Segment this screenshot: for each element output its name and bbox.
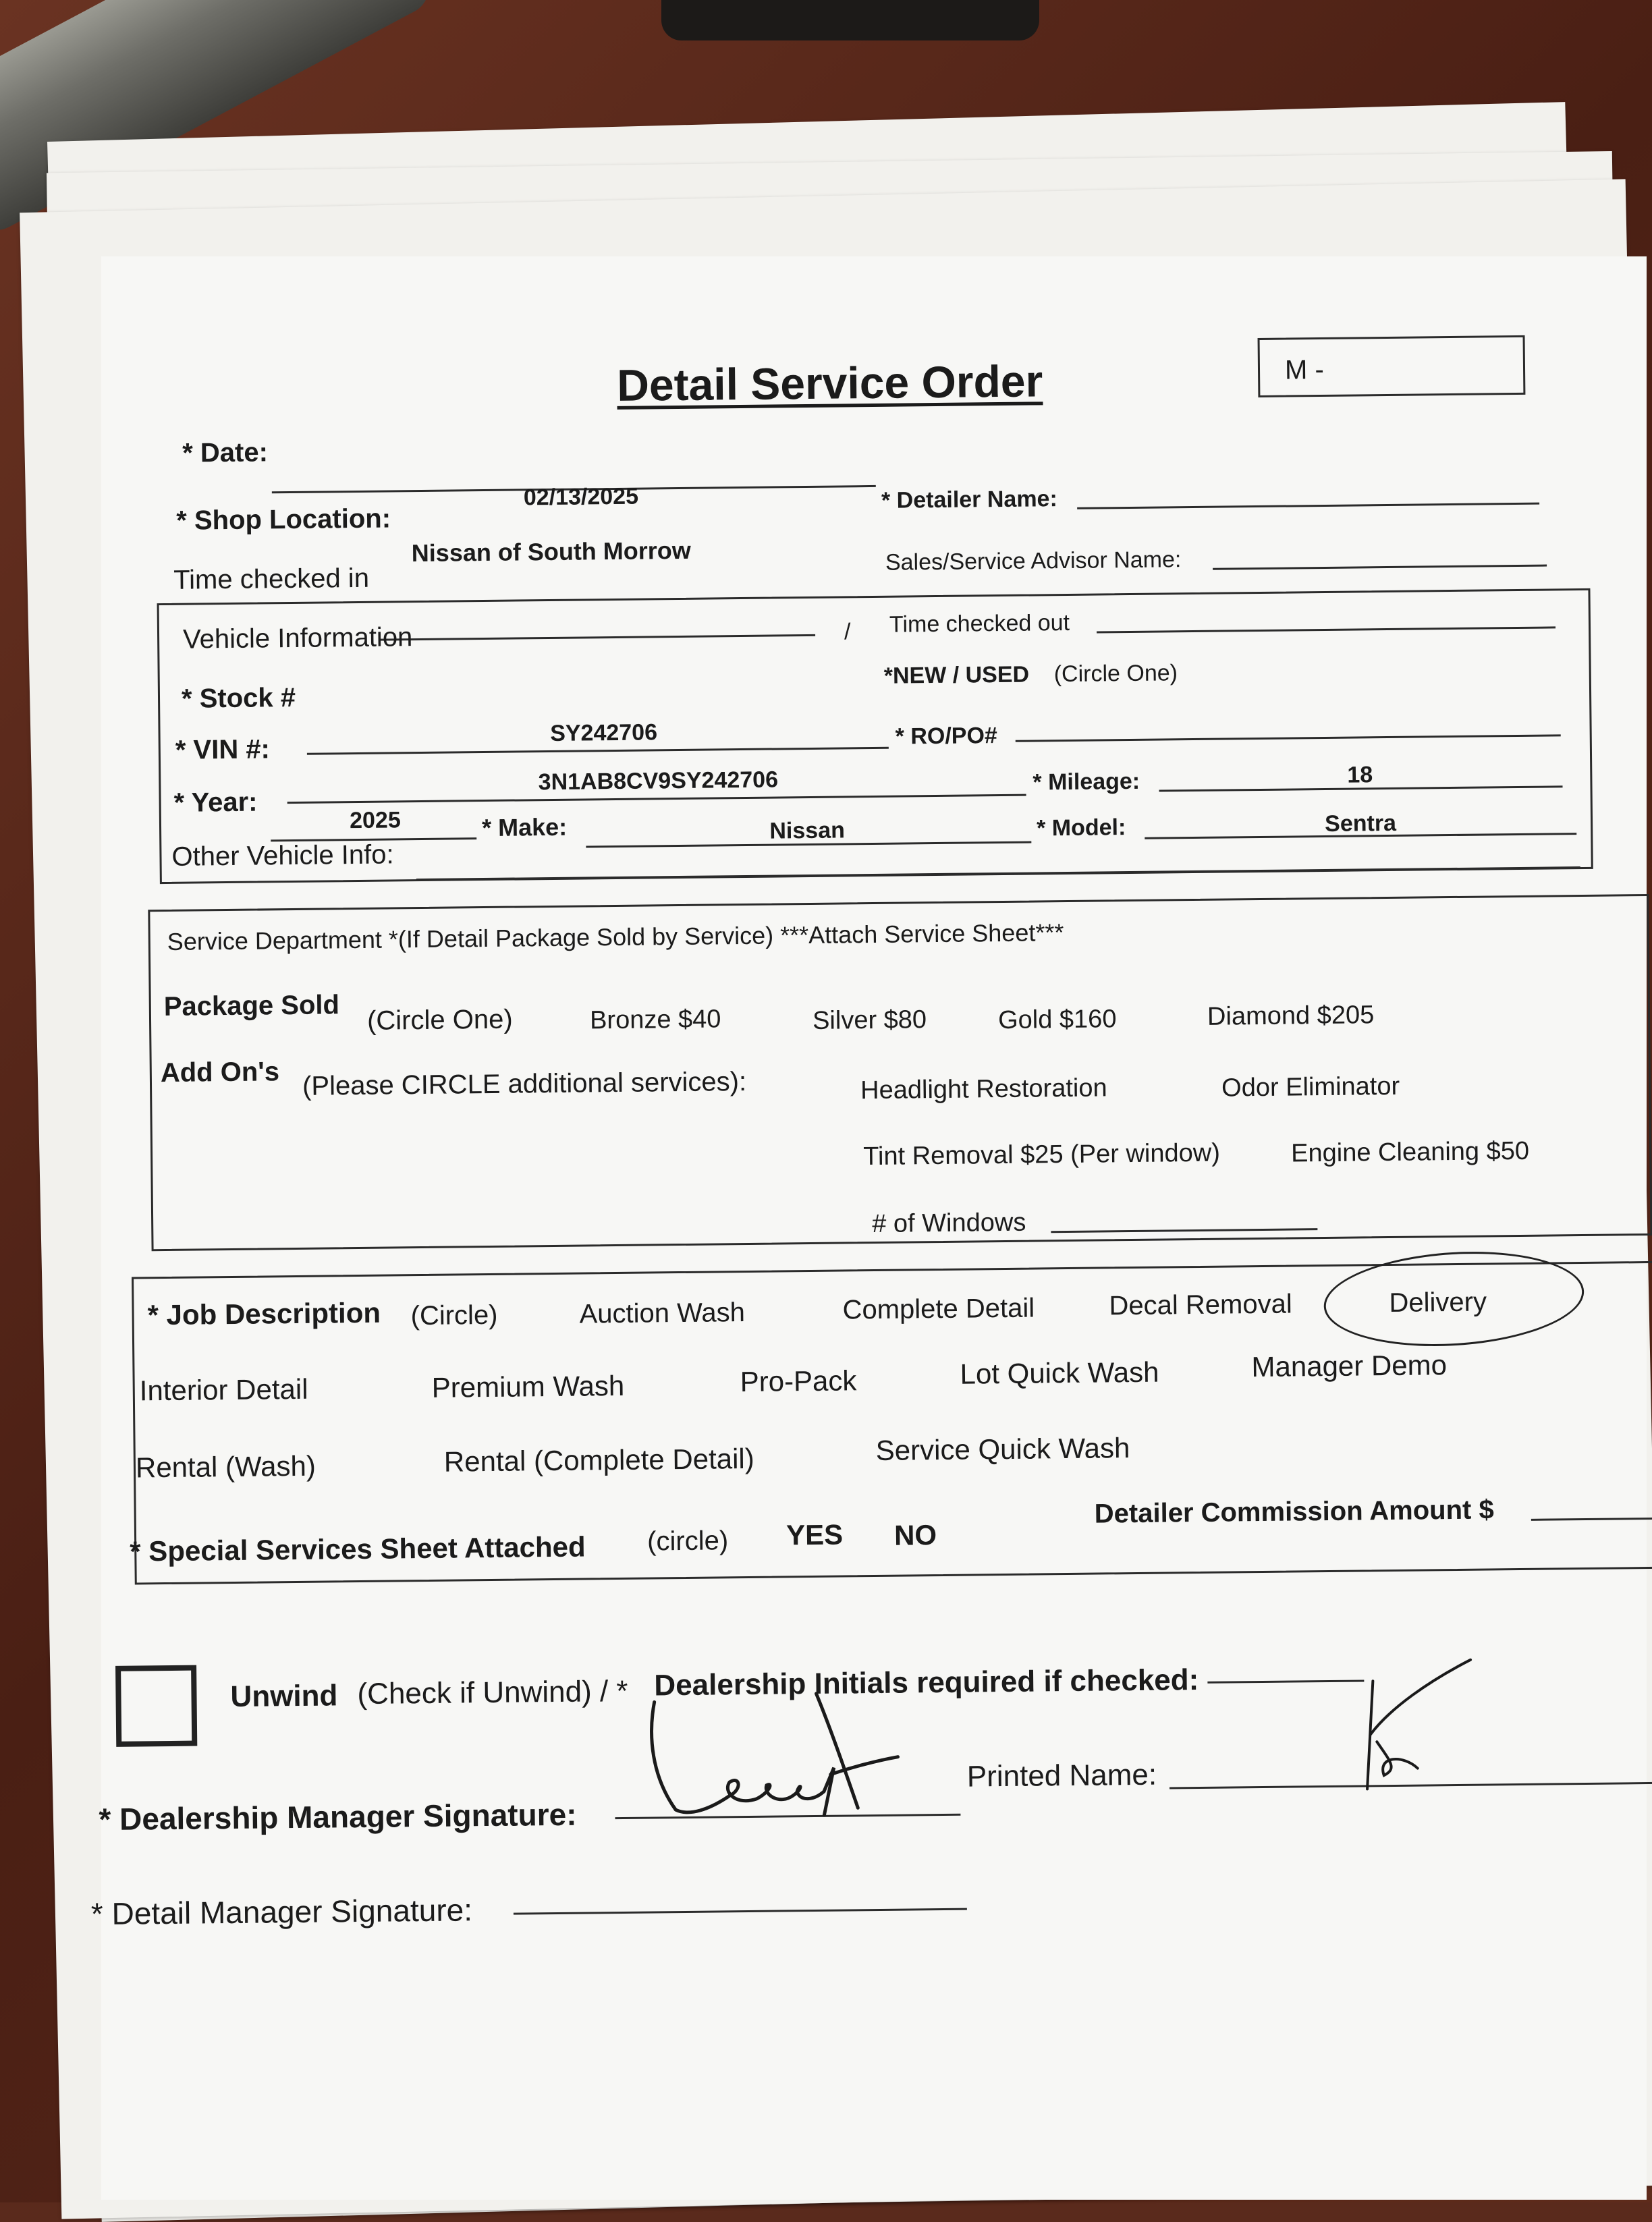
addons-hint: (Please CIRCLE additional services): xyxy=(302,1066,747,1101)
special-services-hint: (circle) xyxy=(646,1526,729,1557)
addon-engine[interactable]: Engine Cleaning $50 xyxy=(1290,1136,1530,1168)
package-label: Package Sold xyxy=(163,990,340,1022)
job-pro-pack[interactable]: Pro-Pack xyxy=(740,1364,857,1398)
manager-signature-scribble xyxy=(627,1672,926,1844)
special-yes[interactable]: YES xyxy=(786,1518,844,1551)
detail-manager-sig-label: * Detail Manager Signature: xyxy=(90,1892,473,1932)
package-hint: (Circle One) xyxy=(366,1004,513,1036)
advisor-label: Sales/Service Advisor Name: xyxy=(885,547,1182,576)
vehicle-info-label: Vehicle Information xyxy=(182,622,413,655)
printed-name-label: Printed Name: xyxy=(966,1758,1157,1794)
addon-headlight[interactable]: Headlight Restoration xyxy=(860,1074,1107,1105)
new-used-hint: (Circle One) xyxy=(1053,660,1178,688)
printed-name-scribble xyxy=(1349,1653,1485,1796)
job-rental-complete[interactable]: Rental (Complete Detail) xyxy=(443,1442,754,1478)
package-bronze[interactable]: Bronze $40 xyxy=(589,1005,721,1035)
year-value[interactable]: 2025 xyxy=(349,807,401,834)
detailer-name-label: * Detailer Name: xyxy=(881,486,1057,513)
detailer-name-line[interactable] xyxy=(1077,503,1539,509)
unwind-hint: (Check if Unwind) / * xyxy=(357,1674,628,1711)
detail-manager-sig-line[interactable] xyxy=(514,1908,967,1915)
advisor-line[interactable] xyxy=(1213,565,1547,570)
year-label: * Year: xyxy=(173,787,258,818)
ro-label: * RO/PO# xyxy=(895,723,998,750)
unwind-checkbox[interactable] xyxy=(115,1665,197,1747)
form-title: Detail Service Order xyxy=(616,356,1043,410)
job-auction-wash[interactable]: Auction Wash xyxy=(579,1298,746,1329)
job-decal-removal[interactable]: Decal Removal xyxy=(1109,1289,1292,1321)
job-complete-detail[interactable]: Complete Detail xyxy=(842,1293,1035,1325)
special-no[interactable]: NO xyxy=(893,1519,937,1551)
model-value[interactable]: Sentra xyxy=(1324,810,1397,837)
make-value[interactable]: Nissan xyxy=(769,817,846,844)
stock-label: * Stock # xyxy=(181,682,296,714)
vin-value[interactable]: 3N1AB8CV9SY242706 xyxy=(538,767,779,796)
package-gold[interactable]: Gold $160 xyxy=(997,1005,1117,1035)
initials-line[interactable] xyxy=(1207,1679,1364,1683)
stock-value[interactable]: SY242706 xyxy=(550,719,658,747)
model-label: * Model: xyxy=(1036,814,1126,841)
package-silver[interactable]: Silver $80 xyxy=(812,1005,927,1035)
shop-location-label: * Shop Location: xyxy=(176,503,391,536)
commission-label: Detailer Commission Amount $ xyxy=(1094,1495,1494,1529)
job-interior-detail[interactable]: Interior Detail xyxy=(139,1372,308,1407)
manager-sig-label: * Dealership Manager Signature: xyxy=(99,1796,577,1837)
job-lot-quick-wash[interactable]: Lot Quick Wash xyxy=(960,1356,1159,1390)
time-separator: / xyxy=(844,619,851,645)
addon-odor[interactable]: Odor Eliminator xyxy=(1221,1072,1400,1103)
special-services-label: * Special Services Sheet Attached xyxy=(130,1530,586,1567)
vin-label: * VIN #: xyxy=(175,734,271,765)
make-label: * Make: xyxy=(481,812,568,842)
date-value[interactable]: 02/13/2025 xyxy=(523,483,639,511)
form-number-label: M - xyxy=(1284,354,1325,385)
job-delivery[interactable]: Delivery xyxy=(1389,1287,1487,1318)
other-info-label: Other Vehicle Info: xyxy=(171,839,394,872)
shop-location-value[interactable]: Nissan of South Morrow xyxy=(411,536,691,567)
job-service-quick-wash[interactable]: Service Quick Wash xyxy=(875,1432,1130,1467)
new-used-label[interactable]: *NEW / USED xyxy=(883,661,1030,689)
time-out-label: Time checked out xyxy=(889,609,1070,638)
package-diamond[interactable]: Diamond $205 xyxy=(1207,1001,1375,1031)
job-hint: (Circle) xyxy=(410,1300,498,1331)
initials-label: Dealership Initials required if checked: xyxy=(654,1663,1199,1702)
job-manager-demo[interactable]: Manager Demo xyxy=(1251,1349,1448,1383)
job-rental-wash[interactable]: Rental (Wash) xyxy=(135,1449,316,1484)
unwind-label: Unwind xyxy=(230,1679,338,1714)
date-label: * Date: xyxy=(182,437,269,468)
job-premium-wash[interactable]: Premium Wash xyxy=(431,1369,625,1404)
addon-tint[interactable]: Tint Removal $25 (Per window) xyxy=(862,1138,1221,1171)
mileage-value[interactable]: 18 xyxy=(1347,762,1373,788)
addons-label: Add On's xyxy=(160,1057,280,1088)
mileage-label: * Mileage: xyxy=(1032,768,1140,796)
time-in-label: Time checked in xyxy=(173,563,370,595)
windows-label: # of Windows xyxy=(872,1208,1026,1239)
service-heading: Service Department *(If Detail Package Sold by Service) ***Attach Service Sheet*** xyxy=(167,918,1064,955)
job-label: * Job Description xyxy=(147,1296,381,1331)
